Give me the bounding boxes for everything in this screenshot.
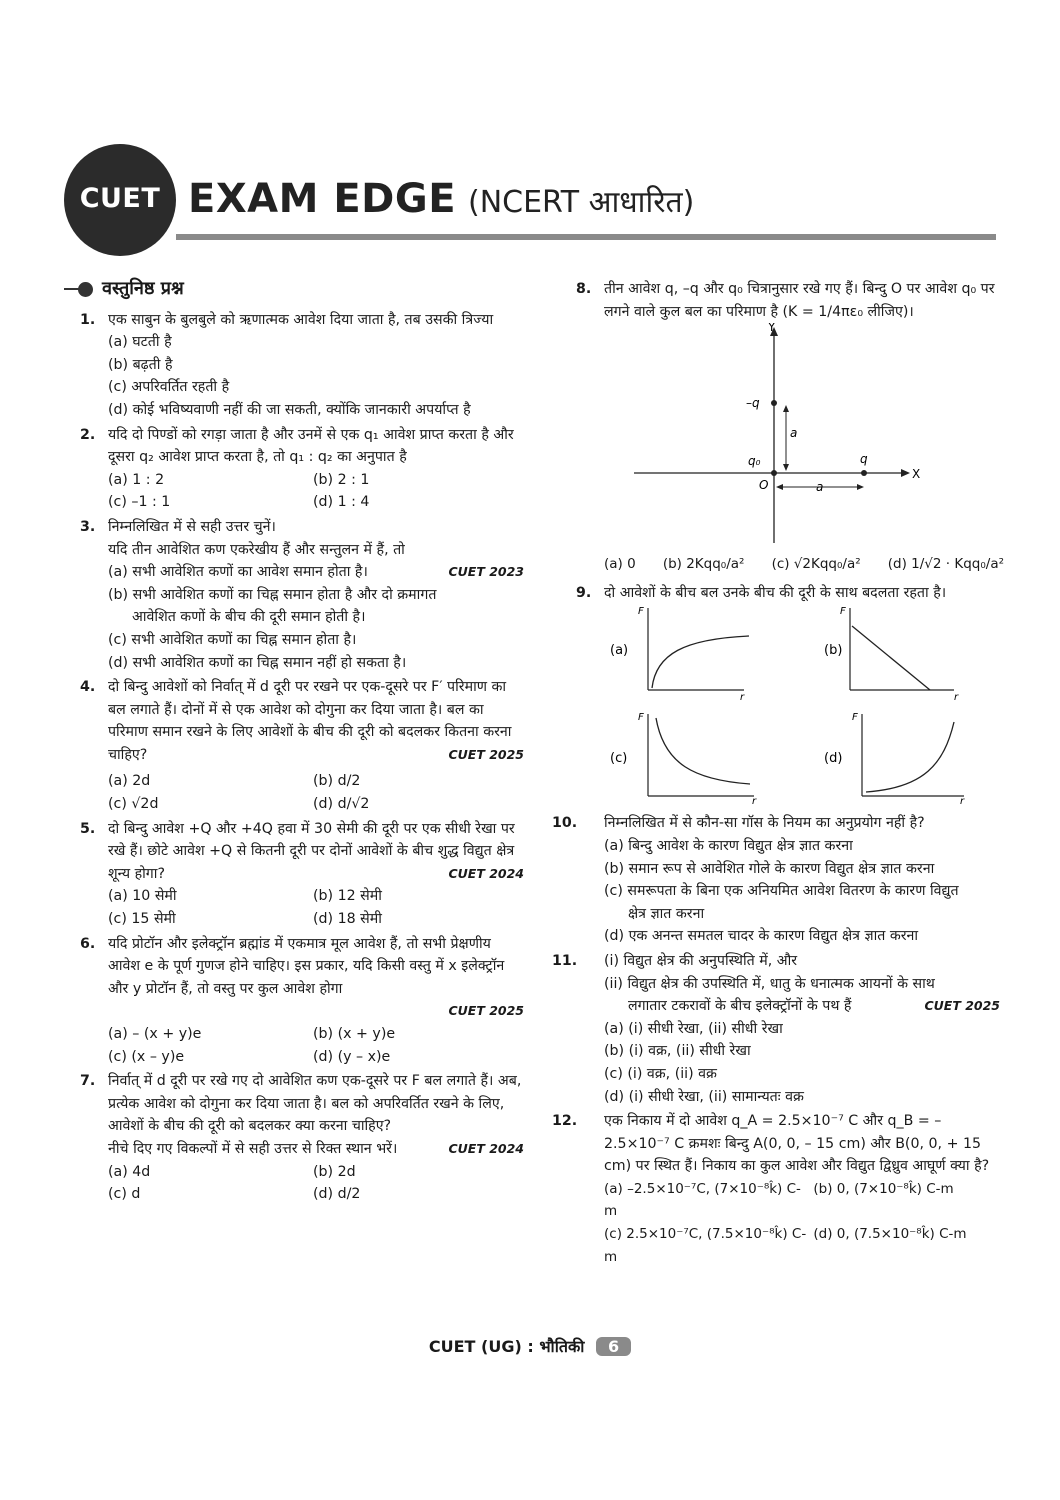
option-a: (a) (i) सीधी रेखा, (ii) सीधी रेखा [604, 1020, 783, 1037]
option-d: (d) 18 सेमी [313, 911, 382, 928]
label-q: q [860, 452, 868, 467]
option-b: (b) 12 सेमी [313, 888, 382, 905]
option-d: (d) d/√2 [313, 796, 370, 813]
label-q0: q₀ [748, 454, 761, 469]
option-d: (d) कोई भविष्यवाणी नहीं की जा सकती, क्योंकि जानकारी अपर्याप्त है [108, 401, 471, 418]
exam-tag: CUET 2025 [448, 1003, 524, 1019]
option-a: (a) घटती है [108, 334, 172, 351]
option-c-cont: क्षेत्र ज्ञात करना [628, 905, 705, 922]
charge-figure [614, 323, 974, 553]
option-a: (a) बिन्दु आवेश के कारण विद्युत क्षेत्र ज्ञात करना [604, 837, 853, 854]
graph-d-f: F [852, 712, 858, 724]
graph-a-f: F [638, 606, 644, 618]
graph-c-curve [656, 718, 750, 784]
question-text-2: यदि तीन आवेशित कण एकरेखीय हैं और सन्तुलन में हैं, तो [108, 541, 405, 558]
graph-d-label: (d) [824, 751, 843, 767]
dim-up-arrow-icon [783, 405, 789, 412]
cuet-badge: CUET [64, 144, 176, 256]
option-a: (a) 10 सेमी [108, 888, 177, 905]
option-c: (c) समरूपता के बिना एक अनियमित आवेश वितरण के कारण विद्युत [604, 883, 959, 900]
question-12: 12. एक निकाय में दो आवेश q_A = 2.5×10⁻⁷ C और q_B = –2.5×10⁻⁷ C क्रमशः बिन्दु A(0, 0, – 15 cm) और B(0, 0, + 15 cm) पर स्थित हैं। निकाय का कुल आवेश और विद्युत द्विध्रुव आघूर्ण क्या है? (a) –2.5×10⁻⁷C, (7×10⁻⁸k̂) C-m (b) 0, (7×10⁻⁸k̂) C-m (c) 2.5×10⁻⁷C, (7.5×10⁻⁸k̂) C-m (d) 0, (7.5×10⁻⁸k̂) C-m [560, 1110, 1000, 1268]
dim-left-arrow-icon [776, 484, 783, 490]
left-column [64, 278, 524, 1208]
option-d: (d) सभी आवेशित कणों का चिह्न समान नहीं हो सकता है। [108, 654, 407, 671]
graph-b-line [852, 626, 930, 690]
option-b: (b) 2d [313, 1163, 356, 1180]
question-text: दो बिन्दु आवेशों को निर्वात् में d दूरी पर रखने पर एक-दूसरे पर F′ परिमाण का बल लगाते हैं। दोनों में से एक आवेश को दोगुना कर दिया जाता है। बल का परिमाण समान रखने के लिए आवेशों के बीच की दूरी को बदलकर कितना करना चाहिए? CUET 2025 [108, 676, 524, 766]
force-graphs [604, 604, 1004, 804]
option-c: (c) d [108, 1186, 141, 1203]
option-d: (d) एक अनन्त समतल चादर के कारण विद्युत क्षेत्र ज्ञात करना [604, 928, 919, 945]
page-footer [0, 1335, 1060, 1357]
option-d: (d) (i) सीधी रेखा, (ii) सामान्यतः वक्र [604, 1088, 804, 1105]
option-d: (d) 1/√2 · Kqq₀/a² [887, 556, 1004, 573]
x-label: X [912, 467, 921, 482]
question-text-3: लगातार टकरावों के बीच इलेक्ट्रॉनों के पथ हैं CUET 2025 [604, 995, 1000, 1018]
page-number: 6 [596, 1337, 631, 1356]
graph-b-label: (b) [824, 643, 843, 659]
option-a: (a) –2.5×10⁻⁷C, (7×10⁻⁸k̂) C-m [604, 1180, 801, 1220]
label-neg-q: –q [746, 396, 760, 411]
exam-tag: CUET 2024 [448, 1140, 524, 1156]
graph-b-f: F [840, 606, 846, 618]
option-b: (b) सभी आवेशित कणों का चिह्न समान होता है और दो क्रमागत [108, 586, 437, 603]
option-a: (a) 2d [108, 773, 151, 790]
exam-tag: CUET 2024 [448, 865, 524, 881]
question-text: निम्नलिखित में से सही उत्तर चुनें। [108, 518, 276, 535]
option-b: (b) बढ़ती है [108, 356, 173, 373]
question-text: तीन आवेश q, –q और q₀ चित्रानुसार रखे गए हैं। बिन्दु O पर आवेश q₀ पर लगने वाले कुल बल का परिमाण है (K = 1/4πε₀ लीजिए)। [604, 281, 995, 320]
question-6: 6. यदि प्रोटॉन और इलेक्ट्रॉन ब्रह्मांड में एकमात्र मूल आवेश हैं, तो सभी प्रेक्षणीय आवेश e के पूर्ण गुणज होने चाहिए। इस प्रकार, यदि किसी वस्तु में x इलेक्ट्रॉन और y प्रोटॉन हैं, तो वस्तु पर कुल आवेश होगा CUET 2025 (a) – (x + y)e (b) (x + y)e (c) (x – y)e (d) (y – x)e [64, 933, 524, 1069]
question-text: एक निकाय में दो आवेश q_A = 2.5×10⁻⁷ C और q_B = –2.5×10⁻⁷ C क्रमशः बिन्दु A(0, 0, – 15 cm) और B(0, 0, + 15 cm) पर स्थित हैं। निकाय का कुल आवेश और विद्युत द्विध्रुव आघूर्ण क्या है? [604, 1113, 990, 1175]
right-column [552, 278, 1004, 1270]
label-origin: O [759, 478, 769, 493]
question-text: दो आवेशों के बीच बल उनके बीच की दूरी के साथ बदलता रहता है। [604, 584, 947, 601]
option-c: (c) सभी आवेशित कणों का चिह्न समान होता है। [108, 631, 357, 648]
question-text: एक साबुन के बुलबुले को ऋणात्मक आवेश दिया जाता है, तब उसकी त्रिज्या [108, 311, 494, 328]
question-8: 8. तीन आवेश q, –q और q₀ चित्रानुसार रखे गए हैं। बिन्दु O पर आवेश q₀ पर लगने वाले कुल बल का परिमाण है (K = 1/4πε₀ लीजिए)। Y X –q q₀ O q a a (a) 0 (b) 2Kqq₀/a² (c) √2Kqq₀/a² (d) 1/√2 · Kqq₀/a² [560, 278, 1000, 576]
section-heading: वस्तुनिष्ठ प्रश्न [64, 278, 524, 301]
option-b: (b) d/2 [313, 773, 361, 790]
option-c: (c) –1 : 1 [108, 494, 171, 511]
label-a-vertical: a [790, 426, 798, 441]
option-d: (d) 1 : 4 [313, 494, 370, 511]
dim-down-arrow-icon [783, 464, 789, 471]
graph-b-r: r [954, 692, 959, 704]
option-b: (b) 2 : 1 [313, 471, 370, 488]
question-text-2: नीचे दिए गए विकल्पों में से सही उत्तर से रिक्त स्थान भरें। CUET 2024 [108, 1138, 524, 1161]
y-label: Y [768, 323, 776, 335]
option-c: (c) (x – y)e [108, 1048, 185, 1065]
question-text: यदि दो पिण्डों को रगड़ा जाता है और उनमें से एक q₁ आवेश प्राप्त करता है और दूसरा q₂ आवेश प्राप्त करता है, तो q₁ : q₂ का अनुपात है [108, 426, 514, 466]
question-7: 7. निर्वात् में d दूरी पर रखे गए दो आवेशित कण एक-दूसरे पर F बल लगाते हैं। अब, प्रत्येक आवेश को दोगुना कर दिया जाता है। बल को अपरिवर्तित रखने के लिए, आवेशों के बीच की दूरी को बदलकर क्या करना चाहिए? नीचे दिए गए विकल्पों में से सही उत्तर से रिक्त स्थान भरें। CUET 2024 (a) 4d (b) 2d (c) d (d) d/2 [64, 1070, 524, 1206]
question-text: (i) विद्युत क्षेत्र की अनुपस्थिति में, और [604, 952, 798, 969]
question-11: 11. (i) विद्युत क्षेत्र की अनुपस्थिति में, और (ii) विद्युत क्षेत्र की उपस्थिति में, धातु के धनात्मक आयनों के साथ लगातार टकरावों के बीच इलेक्ट्रॉनों के पथ हैं CUET 2025 (a) (i) सीधी रेखा, (ii) सीधी रेखा (b) (i) वक्र, (ii) सीधी रेखा (c) (i) वक्र, (ii) वक्र (d) (i) सीधी रेखा, (ii) सामान्यतः वक्र [560, 950, 1000, 1108]
graph-a-curve [652, 636, 749, 688]
header-title: EXAM EDGE [188, 176, 457, 222]
option-b-cont: आवेशित कणों के बीच की दूरी समान होती है। [132, 609, 366, 626]
option-b: (b) (i) वक्र, (ii) सीधी रेखा [604, 1043, 751, 1060]
question-2: 2. यदि दो पिण्डों को रगड़ा जाता है और उनमें से एक q₁ आवेश प्राप्त करता है और दूसरा q₂ आवेश प्राप्त करता है, तो q₁ : q₂ का अनुपात है (a) 1 : 2 (b) 2 : 1 (c) –1 : 1 (d) 1 : 4 [64, 424, 524, 514]
option-d: (d) d/2 [313, 1186, 361, 1203]
page-header [64, 140, 1004, 260]
exam-tag: CUET 2025 [448, 746, 524, 762]
option-c: (c) 15 सेमी [108, 911, 176, 928]
graph-a-label: (a) [610, 643, 629, 659]
bullet-arrow-icon [64, 281, 98, 297]
x-arrow-icon [901, 469, 910, 477]
question-9: 9. दो आवेशों के बीच बल उनके बीच की दूरी के साथ बदलता रहता है। (a) F r (b) F r (c) F r (d) F r [560, 582, 1000, 805]
question-text-2: (ii) विद्युत क्षेत्र की उपस्थिति में, धातु के धनात्मक आयनों के साथ [604, 975, 935, 992]
question-4: 4. दो बिन्दु आवेशों को निर्वात् में d दूरी पर रखने पर एक-दूसरे पर F′ परिमाण का बल लगाते हैं। दोनों में से एक आवेश को दोगुना कर दिया जाता है। बल का परिमाण समान रखने के लिए आवेशों के बीच की दूरी को बदलकर कितना करना चाहिए? CUET 2025 (a) 2d (b) d/2 (c) √2d (d) d/√2 [64, 676, 524, 816]
option-a: (a) – (x + y)e [108, 1026, 202, 1042]
label-a-horizontal: a [816, 480, 824, 495]
option-a: (a) 1 : 2 [108, 471, 165, 488]
option-c: (c) (i) वक्र, (ii) वक्र [604, 1065, 717, 1082]
option-c: (c) √2d [108, 796, 159, 813]
option-a: (a) सभी आवेशित कणों का आवेश समान होता है। [108, 564, 368, 581]
option-d: (d) 0, (7.5×10⁻⁸k̂) C-m [813, 1226, 967, 1243]
option-d: (d) (y – x)e [313, 1048, 391, 1065]
option-c: (c) 2.5×10⁻⁷C, (7.5×10⁻⁸k̂) C-m [604, 1226, 807, 1265]
graph-c-r: r [752, 796, 757, 805]
charge-neg-q [771, 400, 777, 406]
question-10: 10. निम्नलिखित में से कौन-सा गॉस के नियम का अनुप्रयोग नहीं है? (a) बिन्दु आवेश के कारण विद्युत क्षेत्र ज्ञात करना (b) समान रूप से आवेशित गोले के कारण विद्युत क्षेत्र ज्ञात करना (c) समरूपता के बिना एक अनियमित आवेश वितरण के कारण विद्युत क्षेत्र ज्ञात करना (d) एक अनन्त समतल चादर के कारण विद्युत क्षेत्र ज्ञात करना [560, 812, 1000, 948]
charge-q [861, 470, 867, 476]
exam-tag: CUET 2023 [448, 564, 524, 580]
question-5: 5. दो बिन्दु आवेश +Q और +4Q हवा में 30 सेमी की दूरी पर एक सीधी रेखा पर रखे हैं। छोटे आवेश +Q से कितनी दूरी पर दोनों आवेशों के बीच शुद्ध विद्युत क्षेत्र शून्य होगा? CUET 2024 (a) 10 सेमी (b) 12 सेमी (c) 15 सेमी (d) 18 सेमी [64, 818, 524, 931]
question-text: यदि प्रोटॉन और इलेक्ट्रॉन ब्रह्मांड में एकमात्र मूल आवेश हैं, तो सभी प्रेक्षणीय आवेश e के पूर्ण गुणज होने चाहिए। इस प्रकार, यदि किसी वस्तु में x इलेक्ट्रॉन और y प्रोटॉन हैं, तो वस्तु पर कुल आवेश होगा [108, 935, 505, 997]
graph-d-curve [866, 722, 954, 792]
question-3: 3. निम्नलिखित में से सही उत्तर चुनें। यदि तीन आवेशित कण एकरेखीय हैं और सन्तुलन में हैं, तो CUET 2023 (a) सभी आवेशित कणों का आवेश समान होता है। (b) सभी आवेशित कणों का चिह्न समान होता है और दो क्रमागत आवेशित कणों के बीच की दूरी समान होती है। (c) सभी आवेशित कणों का चिह्न समान होता है। (d) सभी आवेशित कणों का चिह्न समान नहीं हो सकता है। [64, 516, 524, 674]
graph-c-f: F [638, 712, 644, 724]
question-1: 1. एक साबुन के बुलबुले को ऋणात्मक आवेश दिया जाता है, तब उसकी त्रिज्या (a) घटती है (b) बढ़ती है (c) अपरिवर्तित रहती है (d) कोई भविष्यवाणी नहीं की जा सकती, क्योंकि जानकारी अपर्याप्त है [64, 309, 524, 422]
option-c: (c) √2Kqq₀/a² [771, 556, 861, 573]
option-b: (b) 0, (7×10⁻⁸k̂) C-m [813, 1180, 954, 1197]
footer-text: CUET (UG) : भौतिकी [428, 1337, 585, 1356]
exam-tag: CUET 2025 [924, 998, 1000, 1014]
question-text: दो बिन्दु आवेश +Q और +4Q हवा में 30 सेमी की दूरी पर एक सीधी रेखा पर रखे हैं। छोटे आवेश +Q से कितनी दूरी पर दोनों आवेशों के बीच शुद्ध विद्युत क्षेत्र शून्य होगा? CUET 2024 [108, 818, 524, 886]
option-b: (b) समान रूप से आवेशित गोले के कारण विद्युत क्षेत्र ज्ञात करना [604, 860, 935, 877]
charge-q0 [771, 470, 777, 476]
header-rule [176, 234, 996, 240]
option-c: (c) अपरिवर्तित रहती है [108, 379, 230, 396]
graph-d-r: r [960, 796, 965, 805]
graph-a-r: r [740, 692, 745, 704]
option-b: (b) 2Kqq₀/a² [662, 556, 745, 573]
option-a: (a) 4d [108, 1163, 151, 1180]
question-text: निर्वात् में d दूरी पर रखे गए दो आवेशित कण एक-दूसरे पर F बल लगाते हैं। अब, प्रत्येक आवेश को दोगुना कर दिया जाता है। बल को अपरिवर्तित रखने के लिए, आवेशों के बीच की दूरी को बदलकर क्या करना चाहिए? [108, 1073, 522, 1135]
header-subtitle: (NCERT आधारित) [468, 185, 695, 220]
dim-right-arrow-icon [857, 484, 864, 490]
graph-c-label: (c) [610, 751, 628, 767]
question-text: निम्नलिखित में से कौन-सा गॉस के नियम का अनुप्रयोग नहीं है? [604, 815, 925, 832]
option-b: (b) (x + y)e [313, 1026, 396, 1042]
option-a: (a) 0 [604, 556, 636, 573]
